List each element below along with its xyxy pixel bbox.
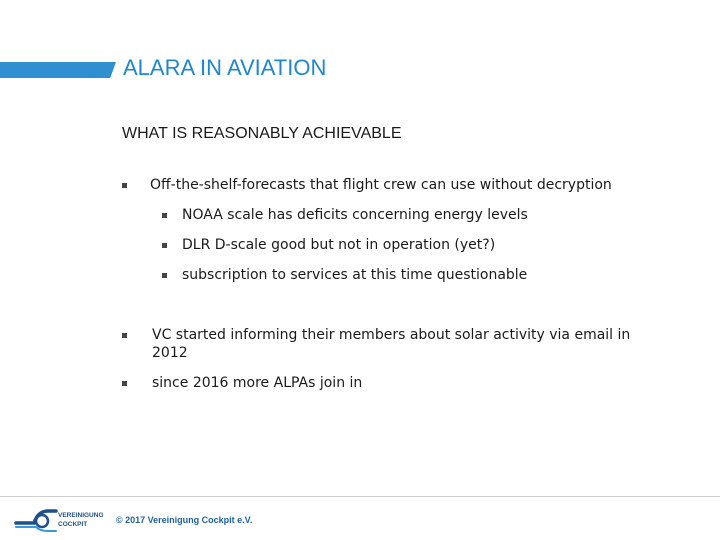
sub-bullet-text: DLR D-scale good but not in operation (yet?)	[182, 237, 496, 253]
bullet-item-forecasts	[122, 176, 612, 194]
footer-divider	[0, 496, 720, 497]
bullet-square-icon	[162, 273, 167, 278]
slide-subtitle: WHAT IS REASONABLY ACHIEVABLE	[122, 125, 402, 142]
bullet-square-icon	[162, 243, 167, 248]
bullet-text: since 2016 more ALPAs join in	[152, 375, 363, 391]
sub-bullet-item-noaa	[162, 206, 528, 224]
bullet-square-icon	[122, 333, 127, 338]
bullet-text: VC started informing their members about solar activity via email in 2012	[152, 327, 631, 361]
title-accent-bar	[0, 62, 116, 78]
vereinigung-cockpit-logo	[12, 505, 104, 533]
bullet-square-icon	[122, 183, 127, 188]
bullet-item-alpas	[122, 374, 362, 392]
bullet-text: Off-the-shelf-forecasts that flight crew can use without decryption	[150, 177, 612, 193]
slide-title: ALARA IN AVIATION	[123, 55, 327, 80]
footer-copyright: © 2017 Vereinigung Cockpit e.V.	[116, 515, 253, 525]
logo-line1: VEREINIGUNG	[58, 512, 104, 519]
sub-bullet-item-subscription	[162, 266, 527, 284]
logo-line2: COCKPIT	[58, 521, 88, 528]
sub-bullet-item-dlr	[162, 236, 495, 254]
bullet-square-icon	[162, 213, 167, 218]
sub-bullet-text: NOAA scale has deficits concerning energy levels	[182, 207, 528, 223]
sub-bullet-text: subscription to services at this time questionable	[182, 267, 528, 283]
bullet-square-icon	[122, 381, 127, 386]
bullet-item-vc-email	[122, 326, 662, 362]
